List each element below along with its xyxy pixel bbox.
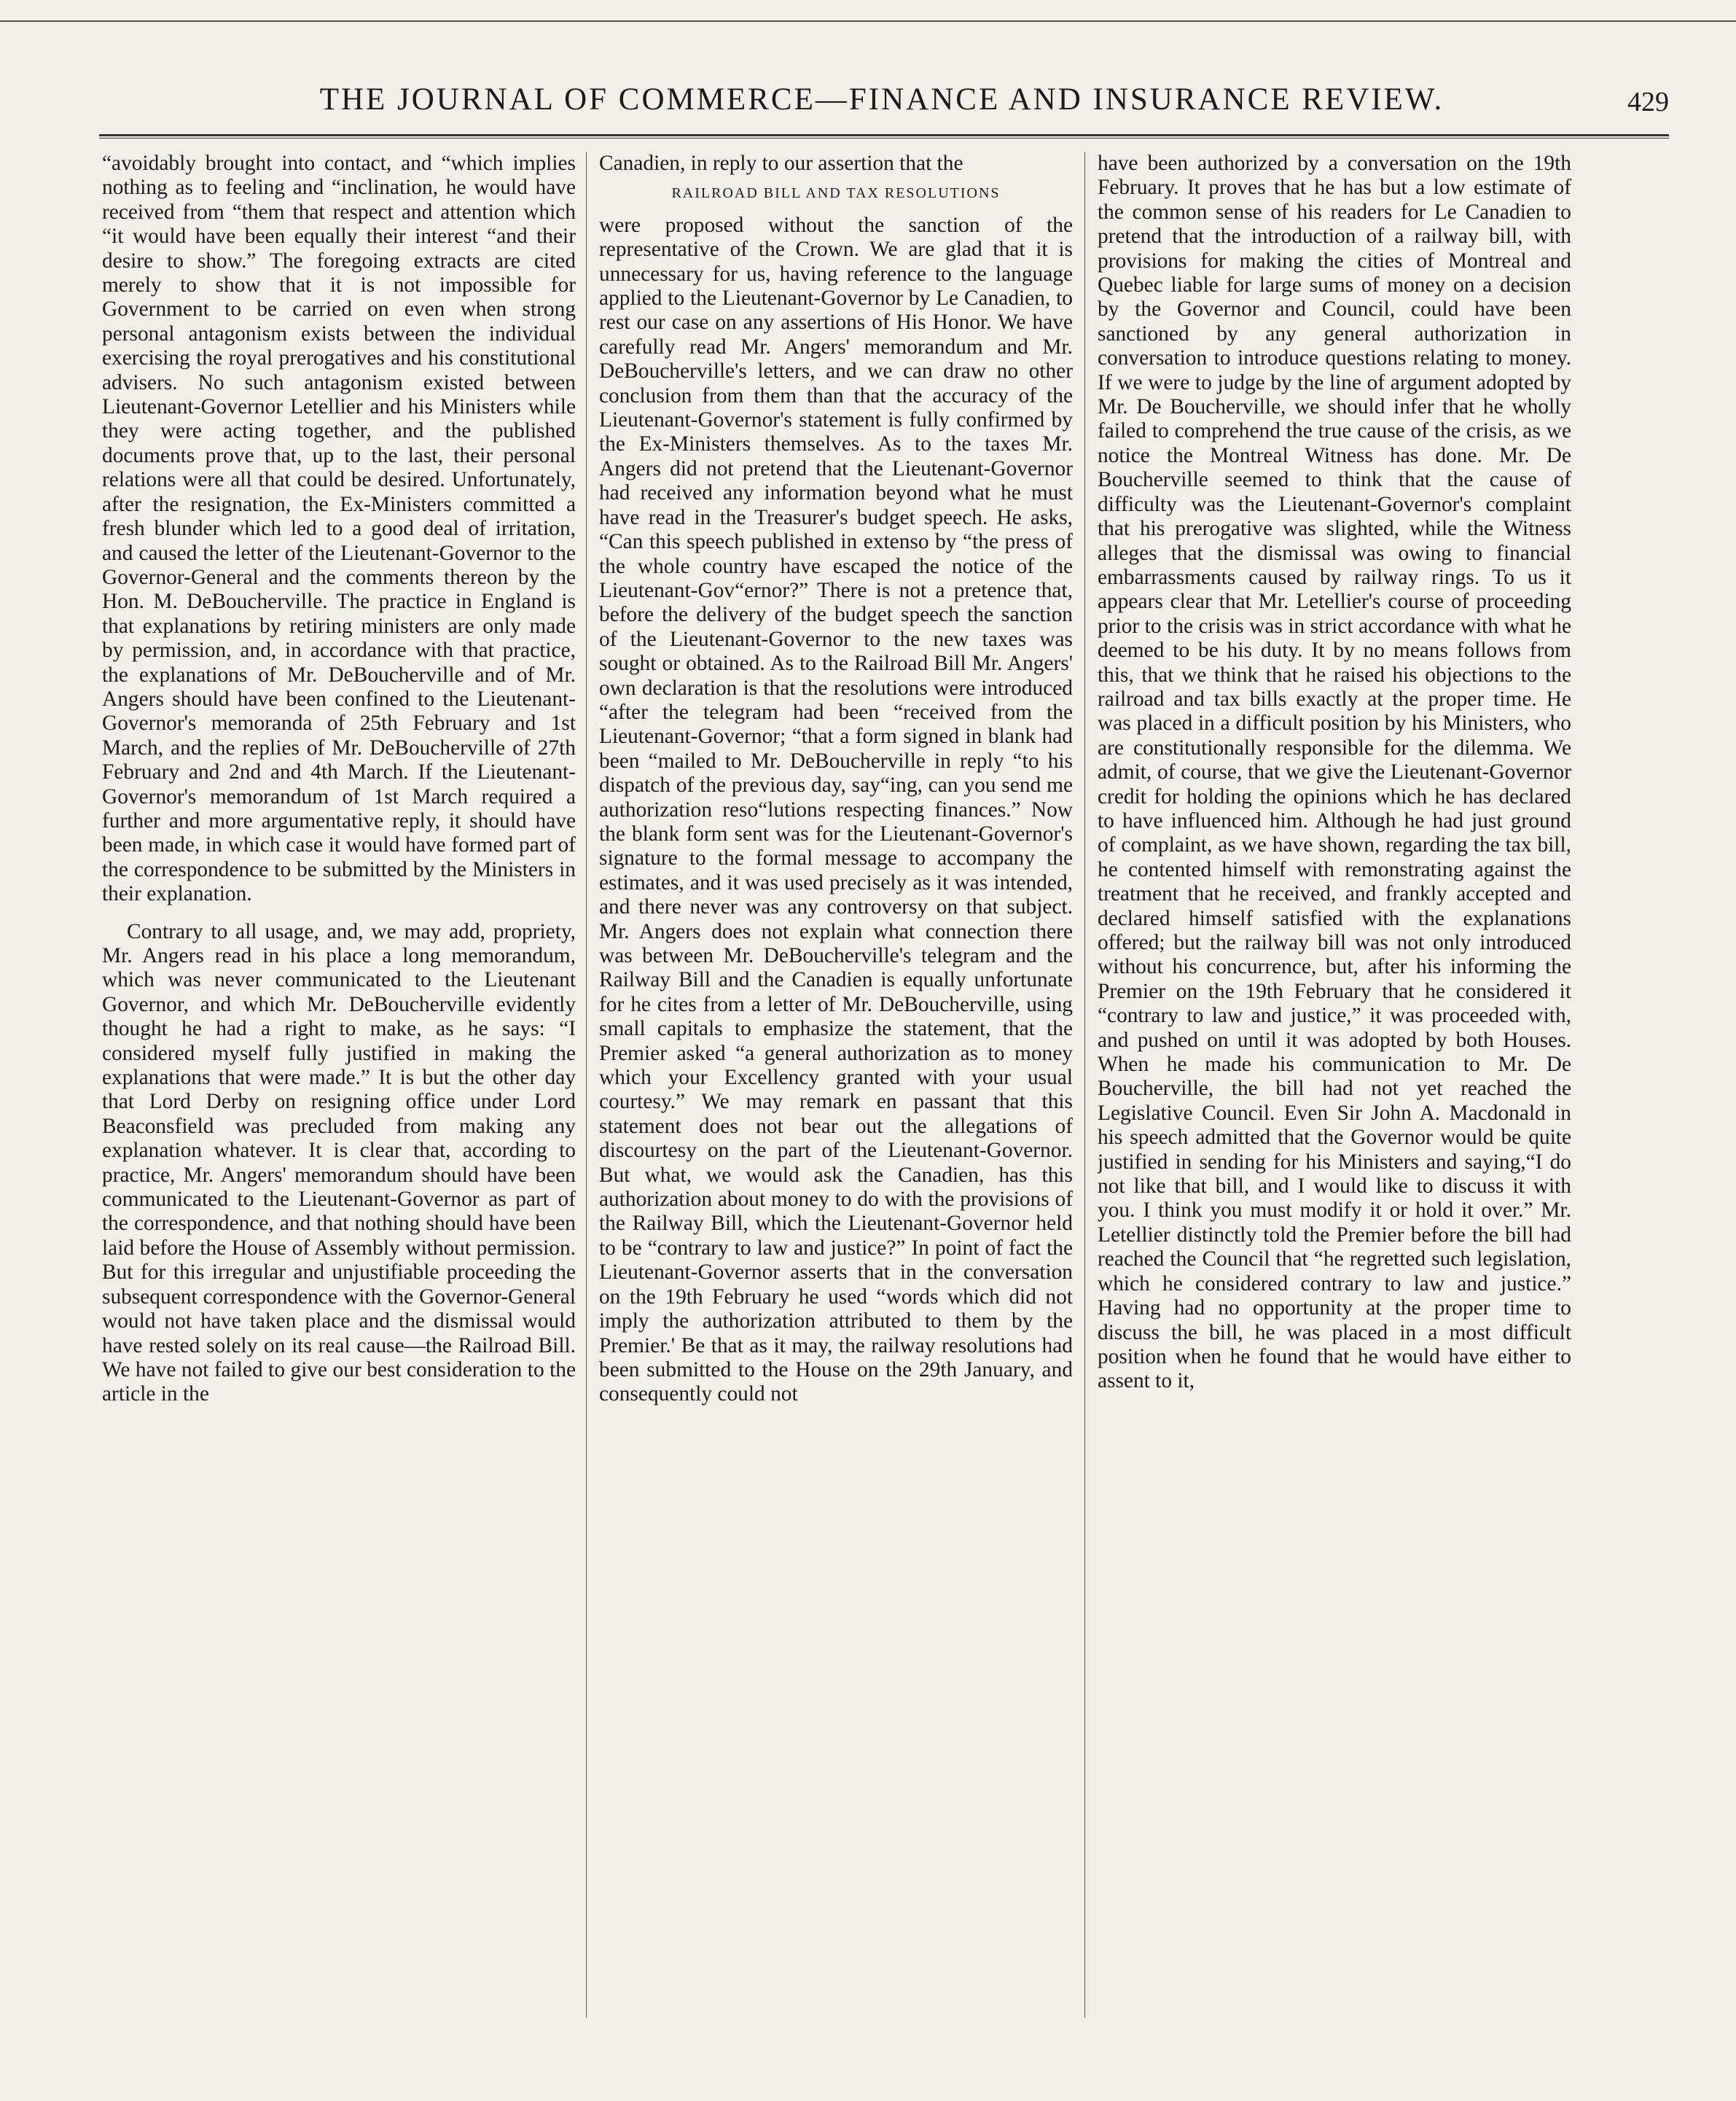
page-number: 429 xyxy=(1627,87,1669,117)
column-2 xyxy=(599,152,1073,2054)
paragraph: have been authorized by a conversation on the 19th February. It proves that he has but a low estimate of the common sense of his readers for Le Canadien to pretend that the introduction of a railway bill, with provisions for making the cities of Montreal and Quebec liable for large sums of money on a decision by the Governor and Council, could have been sanctioned by any general authorization in conversation to introduce questions relating to money. If we were to judge by the line of argument adopted by Mr. De Boucherville, we should infer that he wholly failed to comprehend the true cause of the crisis, as we notice the Montreal Witness has done. Mr. De Boucherville seemed to think that the cause of difficulty was the Lieutenant-Governor's complaint that his prerogative was slighted, while the Witness alleges that the dismissal was owing to financial embarrassments caused by railway rings. To us it appears clear that Mr. Letellier's course of proceeding prior to the crisis was in strict accordance with what he deemed to be his duty. It by no means follows from this, that we think that he raised his objections to the railroad and tax bills exactly at the proper time. He was placed in a difficult position by his Ministers, who are constitutionally responsible for the dilemma. We admit, of course, that we give the Lieutenant-Governor credit for holding the opinions which he has declared to have influenced him. Although he had just ground of complaint, as we have shown, regarding the tax bill, he contented himself with remonstrating against the treatment that he received, and frankly accepted and declared himself satisfied with the explanations offered; but the railway bill was not only introduced without his concurrence, but, after his informing the Premier on the 19th February that he considered it “contrary to law and justice,” it was proceeded with, and pushed on until it was adopted by both Houses. When he made his communication to Mr. De Boucherville, the bill had not yet reached the Legislative Council. Even Sir John A. Macdonald in his speech admitted that the Governor would be quite justified in sending for his Ministers and saying,“I do not like that bill, and I would like to discuss it with you. I think you must modify it or hold it over.” Mr. Letellier distinctly told the Premier before the bill had reached the Council that “he regretted such legislation, which he considered contrary to law and justice.” Having had no opportunity at the proper time to discuss the bill, he was placed in a most difficult position when he found that he would have either to assent to it, xyxy=(1098,152,1571,1393)
paragraph: Contrary to all usage, and, we may add, propriety, Mr. Angers read in his place a long memorandum, which was never communicated to the Lieutenant Governor, and which Mr. DeBoucherville evidently thought he had a right to make, as he says: “I considered myself fully justified in making the explanations that were made.” It is but the other day that Lord Derby on resigning office under Lord Beaconsfield was precluded from making any explanation whatever. It is clear that, according to practice, Mr. Angers' memorandum should have been communicated to the Lieutenant-Governor as part of the correspondence, and that nothing should have been laid before the House of Assembly without permission. But for this irregular and unjustifiable proceeding the subsequent correspondence with the Governor-General would not have taken place and the dismissal would have rested solely on its real cause—the Railroad Bill. We have not failed to give our best consideration to the article in the xyxy=(102,919,576,1406)
journal-title: THE JOURNAL OF COMMERCE—FINANCE AND INSURANCE REVIEW. xyxy=(319,82,1444,117)
column-1 xyxy=(102,152,576,2054)
column-divider xyxy=(586,152,587,2018)
column-divider xyxy=(1084,152,1085,2018)
header-rule xyxy=(99,134,1669,139)
paragraph: were proposed without the sanction of the representative of the Crown. We are glad that it is unnecessary for us, having reference to the language applied to the Lieutenant-Governor by Le Canadien, to rest our case on any assertions of His Honor. We have carefully read Mr. Angers' memorandum and Mr. DeBoucherville's letters, and we can draw no other conclusion from them than that the accuracy of the Lieutenant-Governor's statement is fully confirmed by the Ex-Ministers themselves. As to the taxes Mr. Angers did not pretend that the Lieutenant-Governor had received any information beyond what he must have read in the Treasurer's budget speech. He asks, “Can this speech published in extenso by “the press of the whole country have escaped the notice of the Lieutenant-Gov“ernor?” There is not a pretence that, before the delivery of the budget speech the sanction of the Lieutenant-Governor to the new taxes was sought or obtained. As to the Railroad Bill Mr. Angers' own declaration is that the resolutions were introduced “after the telegram had been “received from the Lieutenant-Governor; “that a form signed in blank had been “mailed to Mr. DeBoucherville in reply “to his dispatch of the previous day, say“ing, can you send me authorization reso“lutions respecting finances.” Now the blank form sent was for the Lieutenant-Governor's signature to the formal message to accompany the estimates, and it was used precisely as it was intended, and there never was any controversy on that subject. Mr. Angers does not explain what connection there was between Mr. DeBoucherville's telegram and the Railway Bill and the Canadien is equally unfortunate for he cites from a letter of Mr. DeBoucherville, using small capitals to emphasize the statement, that the Premier asked “a general authorization as to money which your Excellency granted with your usual courtesy.” We may remark en passant that this statement does not bear out the allegations of discourtesy on the part of the Lieutenant-Governor. But what, we would ask the Canadien, has this authorization about money to do with the provisions of the Railway Bill, which the Lieutenant-Governor held to be “contrary to law and justice?” In point of fact the Lieutenant-Governor asserts that in the conversation on the 19th February he used “words which did not imply the authorization attributed to them by the Premier.' Be that as it may, the railway resolutions had been submitted to the House on the 29th January, and consequently could not xyxy=(599,213,1073,1406)
column-3 xyxy=(1098,152,1571,2054)
paragraph: “avoidably brought into contact, and “which implies nothing as to feeling and “inclination, he would have received from “them that respect and attention which “it would have been equally their interest “and their desire to show.” The foregoing extracts are cited merely to show that it is not impossible for Government to be carried on even when strong personal antagonism exists between the individual exercising the royal prerogatives and his constitutional advisers. No such antagonism existed between Lieutenant-Governor Letellier and his Ministers while they were acting together, and the published documents prove that, up to the last, their personal relations were all that could be desired. Unfortunately, after the resignation, the Ex-Ministers committed a fresh blunder which led to a good deal of irritation, and caused the letter of the Lieutenant-Governor to the Governor-General and the comments thereon by the Hon. M. DeBoucherville. The practice in England is that explanations by retiring ministers are only made by permission, and, in accordance with that practice, the explanations of Mr. DeBoucherville and of Mr. Angers should have been confined to the Lieutenant-Governor's memoranda of 25th February and 1st March, and the replies of Mr. DeBoucherville of 27th February and 2nd and 4th March. If the Lieutenant-Governor's memorandum of 1st March required a further and more argumentative reply, it should have been made, in which case it would have formed part of the correspondence to be submitted by the Ministers in their explanation. xyxy=(102,152,576,906)
paragraph: Canadien, in reply to our assertion that the xyxy=(599,152,963,175)
page-header xyxy=(95,82,1669,128)
section-subheading: RAILROAD BILL AND TAX RESOLUTIONS xyxy=(671,185,1001,202)
page-edge-rule xyxy=(0,20,1736,22)
